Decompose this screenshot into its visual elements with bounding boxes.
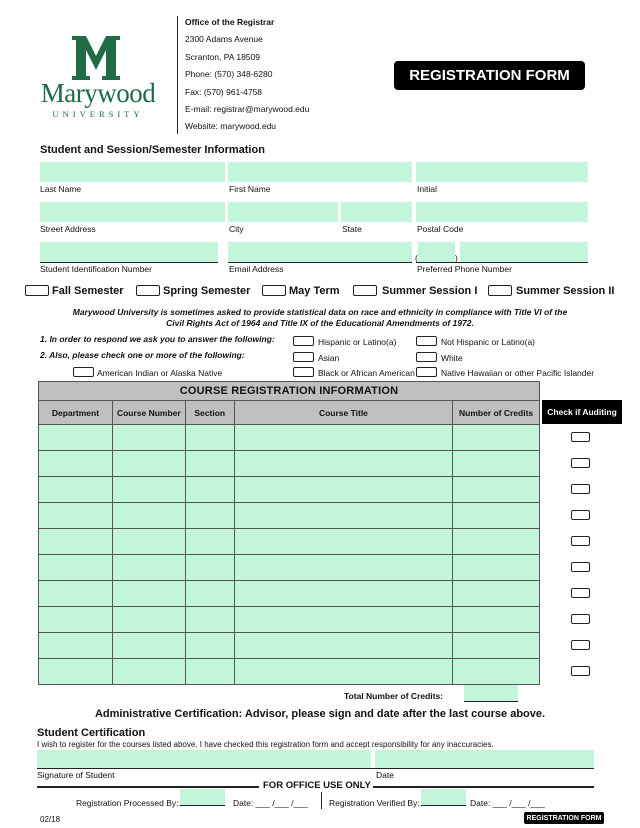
fall-semester-checkbox[interactable] (25, 285, 49, 296)
signature-label: Signature of Student (37, 770, 115, 780)
credits-cell[interactable] (453, 659, 540, 685)
table-row (39, 633, 540, 659)
office-city: Scranton, PA 18509 (185, 51, 260, 62)
hispanic-label: Hispanic or Latino(a) (318, 337, 397, 347)
white-checkbox[interactable] (416, 352, 437, 362)
footer-form-tag-label: REGISTRATION FORM (526, 814, 602, 822)
course-title-cell[interactable] (234, 581, 452, 607)
university-logo (38, 34, 158, 124)
section-cell[interactable] (185, 529, 234, 555)
student-certification-heading: Student Certification (37, 727, 146, 739)
department-cell[interactable] (39, 529, 113, 555)
credits-cell[interactable] (453, 581, 540, 607)
department-cell[interactable] (39, 607, 113, 633)
course-title-cell[interactable] (234, 659, 452, 685)
total-credits-underline (464, 701, 518, 702)
signature-date-field[interactable] (375, 750, 594, 768)
credits-cell[interactable] (453, 529, 540, 555)
hispanic-checkbox[interactable] (293, 336, 314, 346)
student-id-label: Student Identification Number (40, 264, 152, 274)
first-name-field[interactable] (228, 162, 412, 182)
asian-label: Asian (318, 353, 340, 363)
disclaimer-line-1: Marywood University is sometimes asked to provide statistical data on race and ethnicity in compliance with Title VI of the (72, 307, 568, 317)
credits-cell[interactable] (453, 451, 540, 477)
summer-session-2-label: Summer Session II (516, 285, 615, 297)
audit-checkbox[interactable] (571, 432, 590, 442)
signature-field[interactable] (37, 750, 371, 768)
verified-by-underline (421, 805, 466, 806)
course-title-cell[interactable] (234, 425, 452, 451)
hawaiian-label: Native Hawaiian or other Pacific Islander (441, 368, 595, 378)
course-title-cell[interactable] (234, 607, 452, 633)
section-cell[interactable] (185, 425, 234, 451)
student-id-field[interactable] (40, 242, 218, 262)
signature-date-label: Date (376, 770, 394, 780)
phone-label: Preferred Phone Number (417, 264, 512, 274)
table-row (39, 607, 540, 633)
spring-semester-checkbox[interactable] (136, 285, 160, 296)
office-use-heading: FOR OFFICE USE ONLY (263, 780, 371, 791)
phone-paren-open: ( (415, 253, 418, 263)
office-email[interactable]: E-mail: registrar@marywood.edu (185, 104, 310, 115)
course-title-cell[interactable] (234, 503, 452, 529)
office-address: 2300 Adams Avenue (185, 34, 263, 45)
course-number-cell[interactable] (112, 477, 185, 503)
section-cell[interactable] (185, 503, 234, 529)
office-website[interactable]: Website: marywood.edu (185, 121, 277, 132)
audit-checkbox[interactable] (571, 562, 590, 572)
white-label: White (441, 353, 463, 363)
phone-paren-close: ) (455, 253, 458, 263)
ethnicity-disclaimer (20, 307, 620, 329)
header-number-of-credits: Number of Credits (453, 401, 540, 425)
phone-underline (416, 262, 588, 263)
section-cell[interactable] (185, 555, 234, 581)
course-title-cell[interactable] (234, 555, 452, 581)
verified-by-field[interactable] (421, 789, 466, 805)
header-section: Section (185, 401, 234, 425)
audit-checkbox[interactable] (571, 458, 590, 468)
credits-cell[interactable] (453, 477, 540, 503)
course-table-caption: COURSE REGISTRATION INFORMATION (39, 382, 540, 401)
processed-date-label: Date: ___ /___ /___ (233, 798, 308, 808)
summer-session-2-checkbox[interactable] (488, 285, 512, 296)
course-number-cell[interactable] (112, 581, 185, 607)
table-row (39, 529, 540, 555)
course-number-cell[interactable] (112, 425, 185, 451)
american-indian-checkbox[interactable] (73, 367, 94, 377)
fall-semester-label: Fall Semester (52, 285, 124, 297)
ethnicity-question-1: 1. In order to respond we ask you to answer the following: (40, 334, 275, 344)
table-row (39, 555, 540, 581)
first-name-label: First Name (229, 184, 271, 194)
asian-checkbox[interactable] (293, 352, 314, 362)
credits-cell[interactable] (453, 555, 540, 581)
processed-by-label: Registration Processed By: (76, 798, 179, 808)
table-row (39, 477, 540, 503)
audit-checkbox[interactable] (571, 510, 590, 520)
footer-form-tag (524, 812, 604, 824)
course-title-cell[interactable] (234, 529, 452, 555)
credits-cell[interactable] (453, 425, 540, 451)
audit-checkbox[interactable] (571, 536, 590, 546)
section-cell[interactable] (185, 607, 234, 633)
course-title-cell[interactable] (234, 477, 452, 503)
department-cell[interactable] (39, 581, 113, 607)
table-row (39, 503, 540, 529)
section-heading-student: Student and Session/Semester Information (40, 144, 265, 156)
course-number-cell[interactable] (112, 607, 185, 633)
verified-date-label: Date: ___ /___ /___ (470, 798, 545, 808)
audit-checkbox[interactable] (571, 640, 590, 650)
office-use-rule-right (373, 786, 594, 788)
spring-semester-label: Spring Semester (163, 285, 251, 297)
form-title-badge (394, 61, 585, 90)
course-number-cell[interactable] (112, 451, 185, 477)
may-term-label: May Term (289, 285, 340, 297)
header-course-number: Course Number (112, 401, 185, 425)
header-divider (177, 16, 178, 134)
city-label: City (229, 224, 244, 234)
disclaimer-line-2: Civil Rights Act of 1964 and Title IX of the Educational Amendments of 1972. (166, 318, 474, 328)
audit-checkbox[interactable] (571, 484, 590, 494)
street-address-field[interactable] (40, 202, 225, 222)
credits-cell[interactable] (453, 633, 540, 659)
state-label: State (342, 224, 362, 234)
department-cell[interactable] (39, 477, 113, 503)
email-underline (228, 262, 412, 263)
office-title: Office of the Registrar (185, 17, 275, 27)
audit-checkbox[interactable] (571, 588, 590, 598)
check-if-auditing-label: Check if Auditing (547, 407, 617, 417)
state-field[interactable] (341, 202, 412, 222)
department-cell[interactable] (39, 425, 113, 451)
postal-code-label: Postal Code (417, 224, 464, 234)
phone-area-code-field[interactable] (418, 242, 455, 262)
summer-session-1-label: Summer Session I (382, 285, 478, 297)
not-hispanic-label: Not Hispanic or Latino(a) (441, 337, 536, 347)
logo-subtitle: UNIVERSITY (52, 109, 144, 119)
table-row (39, 425, 540, 451)
office-use-rule-left (37, 786, 259, 788)
signature-underline (37, 768, 594, 769)
last-name-field[interactable] (40, 162, 225, 182)
course-title-cell[interactable] (234, 451, 452, 477)
section-cell[interactable] (185, 633, 234, 659)
department-cell[interactable] (39, 451, 113, 477)
header-course-title: Course Title (234, 401, 452, 425)
verified-by-label: Registration Verified By: (329, 798, 420, 808)
city-field[interactable] (228, 202, 338, 222)
logo-wordmark: Marywood (40, 78, 156, 108)
may-term-checkbox[interactable] (262, 285, 286, 296)
logo-m-mark (70, 36, 122, 80)
section-cell[interactable] (185, 451, 234, 477)
student-id-underline (40, 262, 218, 263)
student-certification-text: I wish to register for the courses listed above. I have checked this registration form and accept responsibility for any inaccuracies. (37, 740, 494, 749)
department-cell[interactable] (39, 633, 113, 659)
black-checkbox[interactable] (293, 367, 314, 377)
email-address-field[interactable] (228, 242, 412, 262)
black-label: Black or African American (318, 368, 415, 378)
office-phone: Phone: (570) 348-6280 (185, 69, 273, 80)
processed-by-field[interactable] (180, 789, 225, 805)
total-credits-field[interactable] (464, 685, 518, 702)
phone-number-field[interactable] (460, 242, 588, 262)
street-address-label: Street Address (40, 224, 96, 234)
initial-label: Initial (417, 184, 437, 194)
department-cell[interactable] (39, 503, 113, 529)
course-number-cell[interactable] (112, 659, 185, 685)
audit-checkbox[interactable] (571, 666, 590, 676)
office-fax: Fax: (570) 961-4758 (185, 86, 263, 97)
american-indian-label: American Indian or Alaska Native (97, 368, 223, 378)
summer-session-1-checkbox[interactable] (353, 285, 377, 296)
section-cell[interactable] (185, 659, 234, 685)
credits-cell[interactable] (453, 607, 540, 633)
office-contact (185, 14, 309, 136)
processed-by-underline (180, 805, 225, 806)
audit-checkbox[interactable] (571, 614, 590, 624)
hawaiian-checkbox[interactable] (416, 367, 437, 377)
department-cell[interactable] (39, 659, 113, 685)
course-number-cell[interactable] (112, 555, 185, 581)
last-name-label: Last Name (40, 184, 82, 194)
course-registration-table (38, 381, 540, 685)
table-row (39, 659, 540, 685)
department-cell[interactable] (39, 555, 113, 581)
table-row (39, 581, 540, 607)
total-credits-label: Total Number of Credits: (344, 691, 444, 701)
office-use-divider (321, 792, 322, 809)
form-title: REGISTRATION FORM (409, 67, 570, 84)
header-department: Department (39, 401, 113, 425)
form-version-code: 02/18 (40, 815, 61, 824)
postal-code-field[interactable] (416, 202, 588, 222)
table-row (39, 451, 540, 477)
credits-cell[interactable] (453, 503, 540, 529)
course-title-cell[interactable] (234, 633, 452, 659)
section-cell[interactable] (185, 581, 234, 607)
course-number-cell[interactable] (112, 529, 185, 555)
course-number-cell[interactable] (112, 633, 185, 659)
check-if-auditing-header (542, 400, 622, 424)
ethnicity-question-2: 2. Also, please check one or more of the following: (40, 350, 245, 360)
admin-certification: Administrative Certification: Advisor, please sign and date after the last course above. (94, 708, 546, 720)
email-address-label: Email Address (229, 264, 284, 274)
initial-field[interactable] (416, 162, 588, 182)
not-hispanic-checkbox[interactable] (416, 336, 437, 346)
course-number-cell[interactable] (112, 503, 185, 529)
section-cell[interactable] (185, 477, 234, 503)
